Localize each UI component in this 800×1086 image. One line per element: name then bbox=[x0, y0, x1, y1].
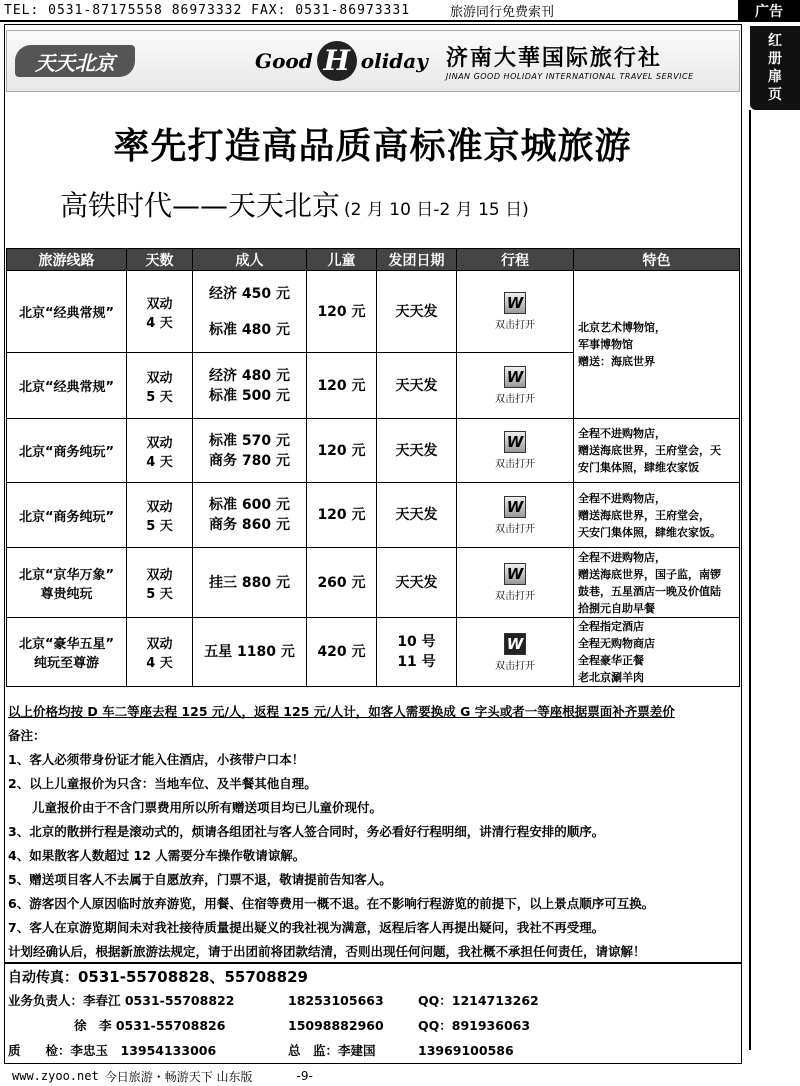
page-title: 率先打造高品质高标准京城旅游 bbox=[113, 126, 632, 167]
footer-url[interactable]: www.zyoo.net bbox=[12, 1069, 99, 1083]
adult-price-cell: 五星 1180 元 bbox=[193, 618, 307, 687]
word-doc-icon[interactable]: W bbox=[504, 563, 526, 585]
subtitle bbox=[60, 184, 529, 224]
word-doc-icon[interactable]: W bbox=[504, 633, 526, 655]
remark-item: 3、北京的散拼行程是滚动式的，烦请各组团社与客人签合同时，务必看好行程明细，讲清行程安排的顺序。 bbox=[8, 824, 605, 839]
side-divider bbox=[749, 110, 751, 1050]
table-row bbox=[7, 419, 740, 483]
departure-cell: 天天发 bbox=[377, 419, 457, 483]
final-note: 计划经确认后，根据新旅游法规定，请于出团前将团款结清，否则出现任何问题，我社概不承担任何责任，请谅解！ bbox=[8, 944, 646, 959]
director-phone: 13969100586 bbox=[418, 1043, 514, 1058]
route-cell: 北京“豪华五星” 纯玩至尊游 bbox=[7, 618, 127, 687]
open-doc-link[interactable]: 双击打开 bbox=[495, 523, 535, 535]
days-cell: 双动 4 天 bbox=[127, 271, 193, 353]
route-cell: 北京“京华万象” 尊贵纯玩 bbox=[7, 548, 127, 618]
quality-inspector: 质 检：李忠玉 13954133006 bbox=[8, 1043, 217, 1058]
col-header: 旅游线路 bbox=[7, 249, 127, 271]
open-doc-link[interactable]: 双击打开 bbox=[495, 394, 535, 405]
days-cell: 双动 5 天 bbox=[127, 353, 193, 419]
departure-cell: 天天发 bbox=[377, 353, 457, 419]
section-tab bbox=[750, 26, 800, 110]
departure-cell: 天天发 bbox=[377, 548, 457, 618]
days-cell: 双动 5 天 bbox=[127, 548, 193, 618]
days-cell: 双动 4 天 bbox=[127, 419, 193, 483]
contact-row bbox=[8, 1013, 738, 1038]
open-doc-link[interactable]: 双击打开 bbox=[495, 459, 535, 470]
departure-cell: 天天发 bbox=[377, 483, 457, 548]
remark-item: 4、如果散客人数超过 12 人需要分车操作敬请谅解。 bbox=[8, 848, 306, 863]
contact-row bbox=[8, 1038, 738, 1063]
contact-qq: QQ：1214713262 bbox=[418, 993, 539, 1008]
route-cell: 北京“商务纯玩” bbox=[7, 483, 127, 548]
days-cell: 双动 4 天 bbox=[127, 618, 193, 687]
col-header: 成人 bbox=[193, 249, 307, 271]
table-row bbox=[7, 548, 740, 618]
table-row bbox=[7, 483, 740, 548]
table-row bbox=[7, 618, 740, 687]
word-doc-icon[interactable]: W bbox=[504, 431, 526, 453]
child-price-cell: 120 元 bbox=[307, 483, 377, 548]
remark-item: 儿童报价由于不含门票费用所以所有赠送项目均已儿童价现付。 bbox=[32, 800, 383, 815]
days-cell: 双动 5 天 bbox=[127, 483, 193, 548]
contact-person: 业务负责人：李春江 0531-55708822 bbox=[8, 993, 235, 1008]
adult-price-cell: 标准 570 元 商务 780 元 bbox=[193, 419, 307, 483]
adult-price-cell: 挂三 880 元 bbox=[193, 548, 307, 618]
contact-qq: QQ：891936063 bbox=[418, 1018, 531, 1033]
price-note: 以上价格均按 D 车二等座去程 125 元/人，返程 125 元/人计，如客人需要换成 G 字头或者一等座根据票面补齐票差价 bbox=[8, 704, 675, 719]
col-header: 特色 bbox=[574, 249, 740, 271]
adult-price-cell: 经济 450 元 标准 480 元 bbox=[193, 271, 307, 353]
adult-price-cell: 标准 600 元 商务 860 元 bbox=[193, 483, 307, 548]
director: 总 监：李建国 bbox=[288, 1043, 376, 1058]
itinerary-cell[interactable] bbox=[457, 419, 574, 483]
logo-h-circle: H bbox=[317, 41, 357, 81]
header-contact: TEL: 0531-87175558 86973332 FAX: 0531-86973331 bbox=[4, 2, 411, 18]
remark-item: 1、客人必须带身份证才能入住酒店，小孩带户口本！ bbox=[8, 752, 305, 767]
remarks-title: 备注： bbox=[8, 728, 46, 743]
col-header: 儿童 bbox=[307, 249, 377, 271]
features-cell: 全程指定酒店 全程无购物商店 全程豪华正餐 老北京涮羊肉 bbox=[574, 618, 740, 687]
features-cell: 全程不进购物店， 赠送海底世界，国子监，南锣 鼓巷，五星酒店一晚及价值陆 拾捌元自助早餐 bbox=[574, 548, 740, 618]
remark-item: 2、以上儿童报价为只含：当地车位、及半餐其他自理。 bbox=[8, 776, 317, 791]
footer-slogan: 今日旅游・畅游天下 山东版 bbox=[104, 1069, 253, 1084]
col-header: 发团日期 bbox=[377, 249, 457, 271]
logo-good: Good bbox=[255, 49, 313, 73]
features-cell: 全程不进购物店， 赠送海底世界，王府堂会， 天安门集体照，肆维农家饭。 bbox=[574, 483, 740, 548]
child-price-cell: 420 元 bbox=[307, 618, 377, 687]
remark-item: 6、游客因个人原因临时放弃游览，用餐、住宿等费用一概不退。在不影响行程游览的前提下，以上景点顺序可互换。 bbox=[8, 896, 655, 911]
page-number: -9- bbox=[296, 1069, 313, 1083]
ad-label: 广告 bbox=[738, 0, 800, 22]
logo-oliday: oliday bbox=[360, 49, 428, 73]
table-header-row bbox=[7, 249, 740, 271]
child-price-cell: 120 元 bbox=[307, 353, 377, 419]
word-doc-icon[interactable]: W bbox=[504, 292, 526, 314]
itinerary-cell[interactable] bbox=[457, 271, 574, 353]
col-header: 天数 bbox=[127, 249, 193, 271]
tour-price-table bbox=[6, 248, 740, 687]
itinerary-cell[interactable] bbox=[457, 353, 574, 419]
brand-banner bbox=[6, 30, 740, 92]
itinerary-cell[interactable] bbox=[457, 618, 574, 687]
section-divider bbox=[4, 962, 742, 964]
auto-fax bbox=[8, 966, 738, 988]
open-doc-link[interactable]: 双击打开 bbox=[495, 660, 535, 672]
remark-item: 5、赠送项目客人不去属于自愿放弃，门票不退，敬请提前告知客人。 bbox=[8, 872, 392, 887]
good-holiday-logo bbox=[255, 41, 428, 81]
contact-row bbox=[8, 988, 738, 1013]
features-cell: 北京艺术博物馆， 军事博物馆 赠送：海底世界 bbox=[574, 271, 740, 419]
route-cell: 北京“经典常规” bbox=[7, 353, 127, 419]
contact-mobile: 15098882960 bbox=[288, 1018, 384, 1033]
header-slogan: 旅游同行免费索刊 bbox=[450, 4, 555, 20]
child-price-cell: 260 元 bbox=[307, 548, 377, 618]
fax-label: 自动传真： bbox=[8, 970, 78, 986]
contacts-section bbox=[8, 966, 738, 1063]
table-row bbox=[7, 271, 740, 353]
itinerary-cell[interactable] bbox=[457, 548, 574, 618]
departure-cell: 10 号 11 号 bbox=[377, 618, 457, 687]
section-tab-char: 扉 bbox=[768, 69, 782, 85]
contact-person: 徐 李 0531-55708826 bbox=[74, 1018, 226, 1033]
child-price-cell: 120 元 bbox=[307, 419, 377, 483]
itinerary-cell[interactable] bbox=[457, 483, 574, 548]
word-doc-icon[interactable]: W bbox=[504, 366, 526, 388]
agency-name-cn: 济南大華国际旅行社 bbox=[445, 46, 662, 71]
section-tab-char: 红 bbox=[768, 33, 782, 49]
contact-mobile: 18253105663 bbox=[288, 993, 384, 1008]
notes-section bbox=[8, 700, 738, 964]
remark-item: 7、客人在京游览期间未对我社接待质量提出疑义的我社视为满意，返程后客人再提出疑问，我社不再受理。 bbox=[8, 920, 605, 935]
fax-numbers: 0531-55708828、55708829 bbox=[78, 968, 308, 986]
features-cell: 全程不进购物店， 赠送海底世界，王府堂会，天 安门集体照，肆维农家饭 bbox=[574, 419, 740, 483]
agency-name bbox=[446, 41, 694, 81]
adult-price-cell: 经济 480 元 标准 500 元 bbox=[193, 353, 307, 419]
section-tab-char: 册 bbox=[768, 51, 782, 67]
tiantian-beijing-logo: 天天北京 bbox=[15, 45, 135, 77]
child-price-cell: 120 元 bbox=[307, 271, 377, 353]
section-tab-char: 页 bbox=[768, 87, 782, 103]
open-doc-link[interactable]: 双击打开 bbox=[495, 320, 535, 331]
subtitle-dates: (2 月 10 日-2 月 15 日) bbox=[344, 200, 529, 220]
open-doc-link[interactable]: 双击打开 bbox=[495, 591, 535, 602]
subtitle-text: 高铁时代——天天北京 bbox=[60, 189, 341, 222]
col-header: 行程 bbox=[457, 249, 574, 271]
top-contact-bar bbox=[0, 0, 800, 22]
page-footer bbox=[0, 1066, 800, 1086]
route-cell: 北京“商务纯玩” bbox=[7, 419, 127, 483]
agency-name-en: JINAN GOOD HOLIDAY INTERNATIONAL TRAVEL SERVICE bbox=[445, 72, 694, 81]
departure-cell: 天天发 bbox=[377, 271, 457, 353]
route-cell: 北京“经典常规” bbox=[7, 271, 127, 353]
word-doc-icon[interactable]: W bbox=[504, 496, 526, 518]
